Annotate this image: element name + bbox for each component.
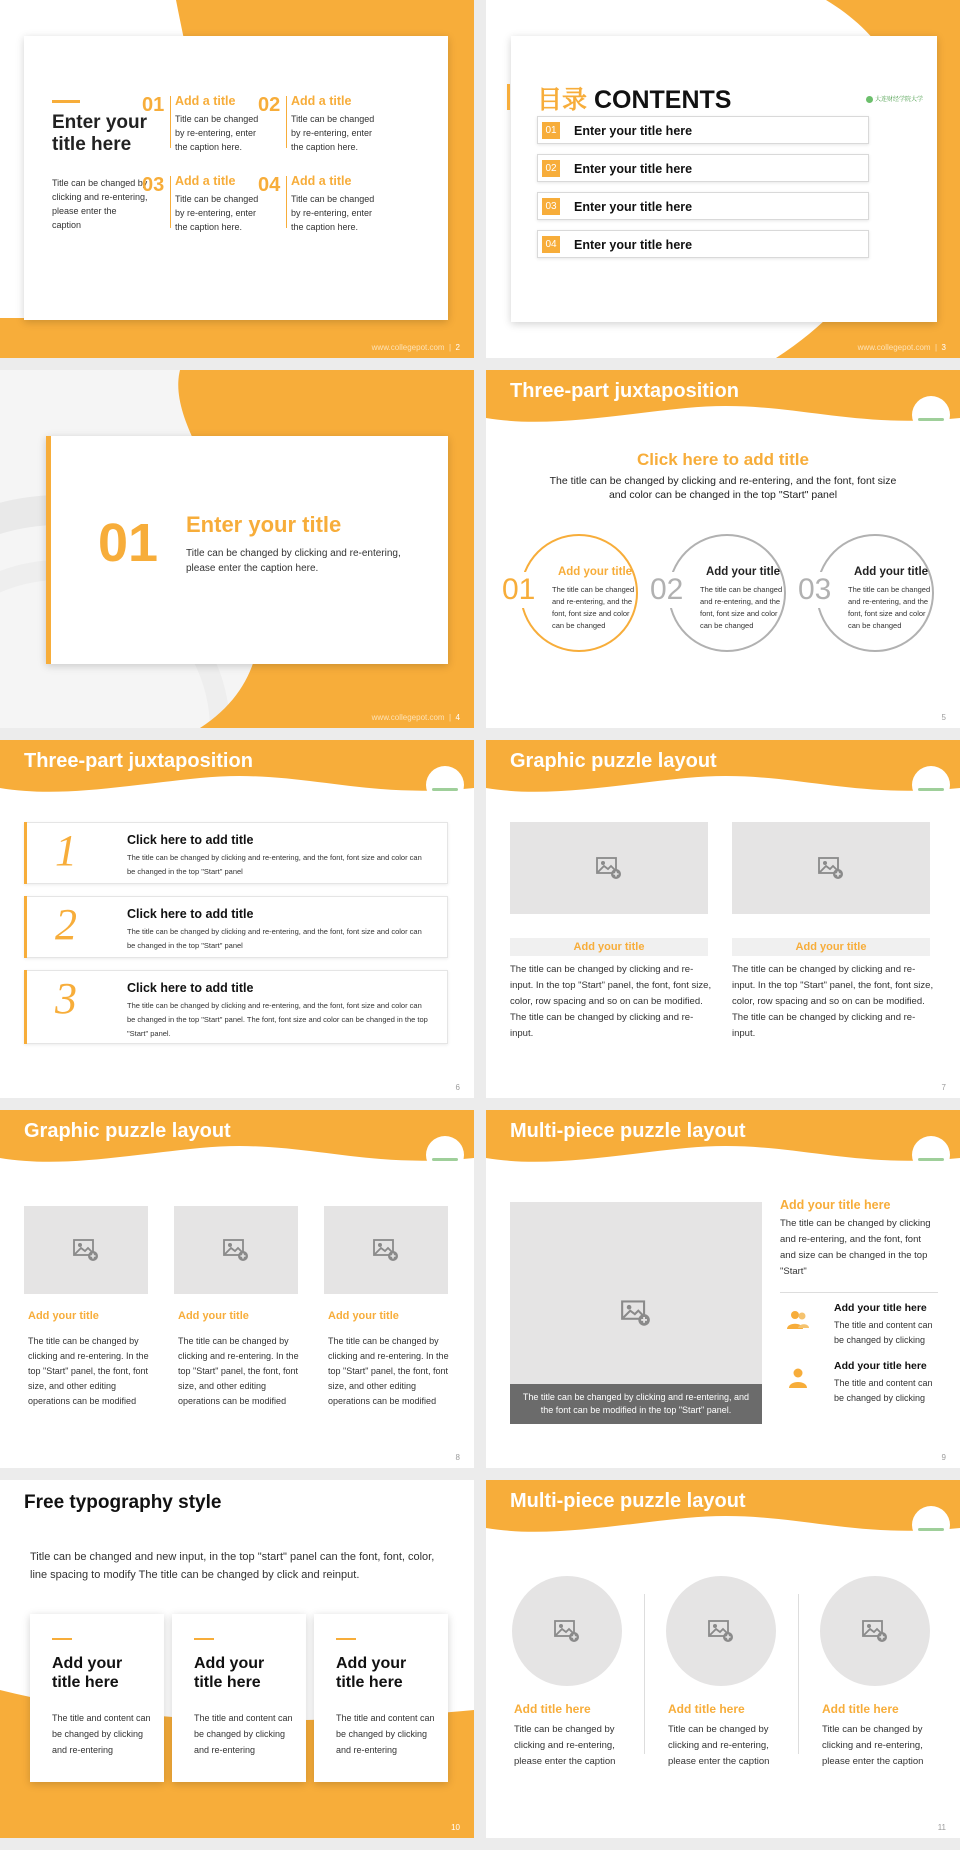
slide-10[interactable] xyxy=(0,1480,474,1838)
item-text: Title can be changed by re-entering, enter the caption here. xyxy=(175,194,259,232)
circle-text: The title can be changed and re-entering, and the font, font size and color can be changed xyxy=(552,585,635,630)
user-icon xyxy=(786,1366,810,1390)
university-logo: 大连财经学院大学 xyxy=(866,94,923,103)
card-title: Add your title xyxy=(510,938,708,956)
image-placeholder[interactable] xyxy=(512,1576,622,1686)
item-divider xyxy=(170,96,171,148)
card-text: The title can be changed by clicking and re-entering. In the top "Start" panel, the font, font size, and other editing operations can be modified xyxy=(28,1336,149,1406)
item-title: Add a title xyxy=(291,174,352,188)
image-caption: The title can be changed by clicking and re-entering, and the font can be modified in the top "Start" panel. xyxy=(510,1384,762,1424)
item-text: Title can be changed by re-entering, enter the caption here. xyxy=(291,194,375,232)
card-title-line: Add your xyxy=(194,1655,265,1672)
list-row[interactable] xyxy=(24,970,448,1044)
row-title: Click here to add title xyxy=(127,833,254,847)
content-card xyxy=(24,36,448,320)
row-number: 1 xyxy=(55,826,77,875)
item-text: The title and content can be changed by clicking xyxy=(834,1378,933,1403)
card-accent-bar xyxy=(52,1638,72,1640)
card-text: The title can be changed by clicking and re-entering. In the top "Start" panel, the font, font size, and other editing operations can be modified xyxy=(328,1336,449,1406)
item-number: 02 xyxy=(258,94,281,116)
divider xyxy=(780,1292,938,1293)
section-title: Enter your title xyxy=(186,512,342,537)
item-divider xyxy=(286,96,287,148)
accent-bar xyxy=(52,100,80,103)
column-divider xyxy=(798,1594,799,1754)
university-logo xyxy=(912,766,950,804)
accent-bar xyxy=(507,84,510,110)
item-number: 03 xyxy=(142,174,165,196)
image-placeholder[interactable] xyxy=(324,1206,448,1294)
intro-text: Title can be changed and new input, in the top "start" panel can the font, font, color, line spacing to modify The title can be changed by click and reinput. xyxy=(30,1551,435,1581)
item-title: Add title here xyxy=(668,1702,745,1716)
row-accent-bar xyxy=(24,896,27,958)
circle-number: 03 xyxy=(798,573,832,606)
section-caption: Title can be changed by clicking and re-entering, please enter the caption here. xyxy=(186,548,401,574)
column-divider xyxy=(644,1594,645,1754)
row-text: The title can be changed by clicking and re-entering, and the font, font size and color can be changed in the top "Start" panel xyxy=(127,927,422,950)
item-text: Title can be changed by re-entering, enter the caption here. xyxy=(175,114,259,152)
header-title: Multi-piece puzzle layout xyxy=(510,1120,746,1142)
card-title: Add your title xyxy=(328,1310,399,1322)
slide-5[interactable] xyxy=(486,370,960,728)
header-title: Graphic puzzle layout xyxy=(510,750,717,772)
slide-9[interactable] xyxy=(486,1110,960,1468)
row-number: 04 xyxy=(542,236,560,253)
item-number: 01 xyxy=(142,94,165,116)
image-placeholder[interactable] xyxy=(666,1576,776,1686)
university-logo xyxy=(912,1136,950,1174)
slide-8[interactable] xyxy=(0,1110,474,1468)
image-placeholder[interactable] xyxy=(732,822,930,914)
card-title-line: Add your xyxy=(336,1655,407,1672)
slide-title: Free typography style xyxy=(24,1492,222,1513)
header-title: Multi-piece puzzle layout xyxy=(510,1490,746,1512)
page-number: 10 xyxy=(451,1823,460,1832)
row-title: Click here to add title xyxy=(127,907,254,921)
university-logo xyxy=(426,1136,464,1174)
university-logo xyxy=(912,1506,950,1544)
row-number: 2 xyxy=(55,900,77,949)
card-title: Add your title xyxy=(178,1310,249,1322)
page-footer: www.collegepot.com | 3 xyxy=(857,343,946,352)
add-image-icon xyxy=(223,1238,249,1262)
card-title: Add your title xyxy=(28,1310,99,1322)
contents-title: 目录 CONTENTS xyxy=(537,86,732,114)
slide-3[interactable] xyxy=(486,0,960,358)
contents-row[interactable] xyxy=(537,230,869,258)
contents-row[interactable] xyxy=(537,154,869,182)
circle-title: Add your title xyxy=(557,566,633,578)
circle-title: Add your title xyxy=(853,566,929,578)
item-text: The title and content can be changed by clicking xyxy=(834,1320,933,1345)
item-text: Title can be changed by clicking and re-entering, please enter the caption xyxy=(514,1724,616,1767)
header-title: Three-part juxtaposition xyxy=(24,750,253,772)
university-logo xyxy=(426,766,464,804)
page-number: 5 xyxy=(941,713,946,722)
item-title: Add your title here xyxy=(834,1360,927,1372)
page-number: 7 xyxy=(941,1083,946,1092)
row-number: 02 xyxy=(542,160,560,177)
row-text: The title can be changed by clicking and re-entering, and the font, font size and color can be changed in the top "Start" panel xyxy=(127,853,422,876)
row-label: Enter your title here xyxy=(574,200,693,214)
slide-2[interactable] xyxy=(0,0,474,358)
card-text: The title and content can be changed by clicking and re-entering xyxy=(52,1713,151,1755)
add-image-icon xyxy=(373,1238,399,1262)
card-accent-bar xyxy=(194,1638,214,1640)
circle-text: The title can be changed and re-entering, and the font, font size and color can be changed xyxy=(848,585,931,630)
slide-6[interactable] xyxy=(0,740,474,1098)
card-title-line: Add your xyxy=(52,1655,123,1672)
row-accent-bar xyxy=(24,970,27,1044)
feature-card[interactable] xyxy=(172,1614,306,1782)
accent-bar xyxy=(46,436,51,664)
add-image-icon xyxy=(596,856,622,880)
item-divider xyxy=(170,176,171,228)
row-label: Enter your title here xyxy=(574,124,693,138)
item-title: Add a title xyxy=(175,94,236,108)
row-number: 3 xyxy=(55,974,77,1023)
users-icon xyxy=(786,1308,810,1332)
add-image-icon xyxy=(73,1238,99,1262)
feature-card[interactable] xyxy=(314,1614,448,1782)
row-title: Click here to add title xyxy=(127,981,254,995)
item-text: Title can be changed by clicking and re-entering, please enter the caption xyxy=(668,1724,770,1767)
item-text: Title can be changed by re-entering, enter the caption here. xyxy=(291,114,375,152)
card-text: The title can be changed by clicking and re-input. In the top "Start" panel, the font, font size, color, row spacing and so on can be modified. The title can be changed by clicking and re-input. xyxy=(510,964,712,1039)
section-card xyxy=(46,436,448,664)
circle-text: The title can be changed and re-entering, and the font, font size and color can be changed xyxy=(700,585,783,630)
item-title: Add title here xyxy=(822,1702,899,1716)
item-title: Add title here xyxy=(514,1702,591,1716)
side-title: Add your title here xyxy=(780,1198,891,1212)
list-row[interactable] xyxy=(24,896,448,958)
list-row[interactable] xyxy=(24,822,448,884)
page-footer: www.collegepot.com | 4 xyxy=(371,713,460,722)
circle-number: 01 xyxy=(502,573,536,606)
item-title: Add a title xyxy=(175,174,236,188)
header-title: Three-part juxtaposition xyxy=(510,380,739,402)
contents-row[interactable] xyxy=(537,192,869,220)
page-number: 9 xyxy=(941,1453,946,1462)
image-placeholder[interactable] xyxy=(24,1206,148,1294)
item-title: Add a title xyxy=(291,94,352,108)
card-title-line: title here xyxy=(52,1674,119,1691)
page-number: 8 xyxy=(455,1453,460,1462)
page-number: 11 xyxy=(937,1823,946,1832)
feature-card[interactable] xyxy=(30,1614,164,1782)
side-text: The title can be changed by clicking and re-entering, and the font, font and size can be changed in the top "Start" xyxy=(780,1218,931,1277)
card-text: The title can be changed by clicking and re-entering. In the top "Start" panel, the font, font size, and other editing operations can be modified xyxy=(178,1336,299,1406)
card-text: The title can be changed by clicking and re-input. In the top "Start" panel, the font, font size, color, row spacing and so on can be modified. The title can be changed by clicking and re-input. xyxy=(732,964,934,1039)
card-title xyxy=(52,1654,122,1692)
card-text: The title and content can be changed by clicking and re-entering xyxy=(336,1713,435,1755)
slide-title: Click here to add title xyxy=(637,450,809,469)
card-title xyxy=(194,1654,264,1692)
slide-11[interactable] xyxy=(486,1480,960,1838)
row-label: Enter your title here xyxy=(574,238,693,252)
contents-card xyxy=(511,36,937,322)
add-image-icon xyxy=(818,856,844,880)
image-placeholder[interactable] xyxy=(510,822,708,914)
slide-4[interactable] xyxy=(0,370,474,728)
circle-number: 02 xyxy=(650,573,684,606)
contents-row[interactable] xyxy=(537,116,869,144)
page-number: 6 xyxy=(455,1083,460,1092)
circle-title: Add your title xyxy=(705,566,781,578)
card-title-line: title here xyxy=(336,1674,403,1691)
card-title: Enter your title here xyxy=(52,112,148,155)
item-title: Add your title here xyxy=(834,1302,927,1314)
card-title-line: title here xyxy=(194,1674,261,1691)
row-number: 01 xyxy=(542,122,560,139)
slide-subtitle: The title can be changed by clicking and re-entering, and the font, font size and color can be changed in the top "Start" panel xyxy=(549,475,897,501)
add-image-icon xyxy=(862,1619,888,1643)
slide-7[interactable] xyxy=(486,740,960,1098)
row-label: Enter your title here xyxy=(574,162,693,176)
add-image-icon xyxy=(708,1619,734,1643)
card-caption: Title can be changed by clicking and re-entering, please enter the caption xyxy=(52,178,148,230)
card-title xyxy=(336,1654,406,1692)
row-text: The title can be changed by clicking and re-entering, and the font, font size and color can be changed in the top "Start" panel. The font, font size and color can be changed in the top "Start" panel. xyxy=(127,1001,428,1038)
header-title: Graphic puzzle layout xyxy=(24,1120,231,1142)
card-title: Add your title xyxy=(732,938,930,956)
add-image-icon xyxy=(621,1299,651,1327)
image-placeholder[interactable] xyxy=(174,1206,298,1294)
university-logo xyxy=(912,396,950,434)
row-accent-bar xyxy=(24,822,27,884)
section-number: 01 xyxy=(98,513,159,573)
page-footer: www.collegepot.com | 2 xyxy=(371,343,460,352)
item-divider xyxy=(286,176,287,228)
card-accent-bar xyxy=(336,1638,356,1640)
add-image-icon xyxy=(554,1619,580,1643)
row-number: 03 xyxy=(542,198,560,215)
item-number: 04 xyxy=(258,174,281,196)
card-text: The title and content can be changed by clicking and re-entering xyxy=(194,1713,293,1755)
image-placeholder[interactable] xyxy=(820,1576,930,1686)
item-text: Title can be changed by clicking and re-entering, please enter the caption xyxy=(822,1724,924,1767)
